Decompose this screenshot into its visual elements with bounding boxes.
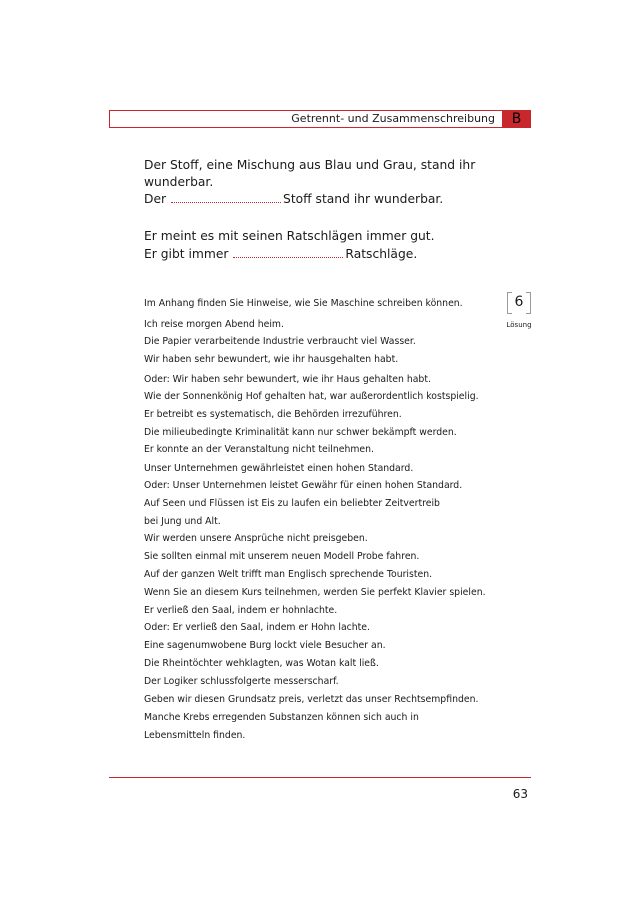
example-line-with-blank <box>144 246 417 263</box>
example-text: Er gibt immer <box>144 247 229 261</box>
example-line: Er meint es mit seinen Ratschlägen immer gut. <box>144 229 435 243</box>
exercise-line: Oder: Er verließ den Saal, indem er Hohn lachte. <box>144 622 370 633</box>
exercise-line: Auf Seen und Flüssen ist Eis zu laufen ein beliebter Zeitvertreib <box>144 498 440 509</box>
solution-number-box <box>504 292 534 314</box>
exercise-line: Oder: Wir haben sehr bewundert, wie ihr Haus gehalten habt. <box>144 374 431 385</box>
exercise-line: bei Jung und Alt. <box>144 516 221 527</box>
example-line: Der Stoff, eine Mischung aus Blau und Grau, stand ihr <box>144 158 476 172</box>
exercise-line: Wenn Sie an diesem Kurs teilnehmen, werden Sie perfekt Klavier spielen. <box>144 587 486 598</box>
exercise-line: Lebensmitteln finden. <box>144 730 246 741</box>
fill-in-blank <box>171 191 281 203</box>
section-letter-badge: B <box>502 110 531 128</box>
footer-divider <box>109 777 531 778</box>
fill-in-blank <box>233 246 343 258</box>
example-text: Stoff stand ihr wunderbar. <box>283 192 444 206</box>
exercise-line: Wie der Sonnenkönig Hof gehalten hat, war außerordentlich kostspielig. <box>144 391 479 402</box>
exercise-line: Auf der ganzen Welt trifft man Englisch sprechende Touristen. <box>144 569 433 580</box>
exercise-line: Ich reise morgen Abend heim. <box>144 319 284 330</box>
exercise-line: Die Papier verarbeitende Industrie verbraucht viel Wasser. <box>144 336 416 347</box>
running-header-title: Getrennt- und Zusammenschreibung <box>291 112 495 125</box>
exercise-line: Er konnte an der Veranstaltung nicht teilnehmen. <box>144 444 375 455</box>
example-line: wunderbar. <box>144 175 214 189</box>
exercise-line: Geben wir diesen Grundsatz preis, verletzt das unser Rechtsempfinden. <box>144 694 479 705</box>
exercise-line: Im Anhang finden Sie Hinweise, wie Sie Maschine schreiben können. <box>144 298 463 309</box>
exercise-line: Eine sagenumwobene Burg lockt viele Besucher an. <box>144 640 386 651</box>
exercise-line: Er betreibt es systematisch, die Behörden irrezuführen. <box>144 409 402 420</box>
exercise-line: Manche Krebs erregenden Substanzen können sich auch in <box>144 712 419 723</box>
example-line-with-blank <box>144 191 443 208</box>
solution-number: 6 <box>514 294 524 310</box>
exercise-line: Sie sollten einmal mit unserem neuen Modell Probe fahren. <box>144 551 420 562</box>
exercise-line: Oder: Unser Unternehmen leistet Gewähr für einen hohen Standard. <box>144 480 463 491</box>
exercise-line: Die milieubedingte Kriminalität kann nur schwer bekämpft werden. <box>144 427 457 438</box>
exercise-line: Unser Unternehmen gewährleistet einen hohen Standard. <box>144 463 414 474</box>
page-number: 63 <box>512 787 528 801</box>
exercise-line: Der Logiker schlussfolgerte messerscharf. <box>144 676 339 687</box>
exercise-line: Wir haben sehr bewundert, wie ihr hausgehalten habt. <box>144 354 399 365</box>
exercise-line: Er verließ den Saal, indem er hohnlachte. <box>144 605 338 616</box>
solution-label: Lösung <box>506 321 532 329</box>
example-text: Ratschläge. <box>345 247 418 261</box>
exercise-line: Die Rheintöchter wehklagten, was Wotan kalt ließ. <box>144 658 379 669</box>
exercise-line: Wir werden unsere Ansprüche nicht preisgeben. <box>144 533 368 544</box>
example-text: Der <box>144 192 167 206</box>
